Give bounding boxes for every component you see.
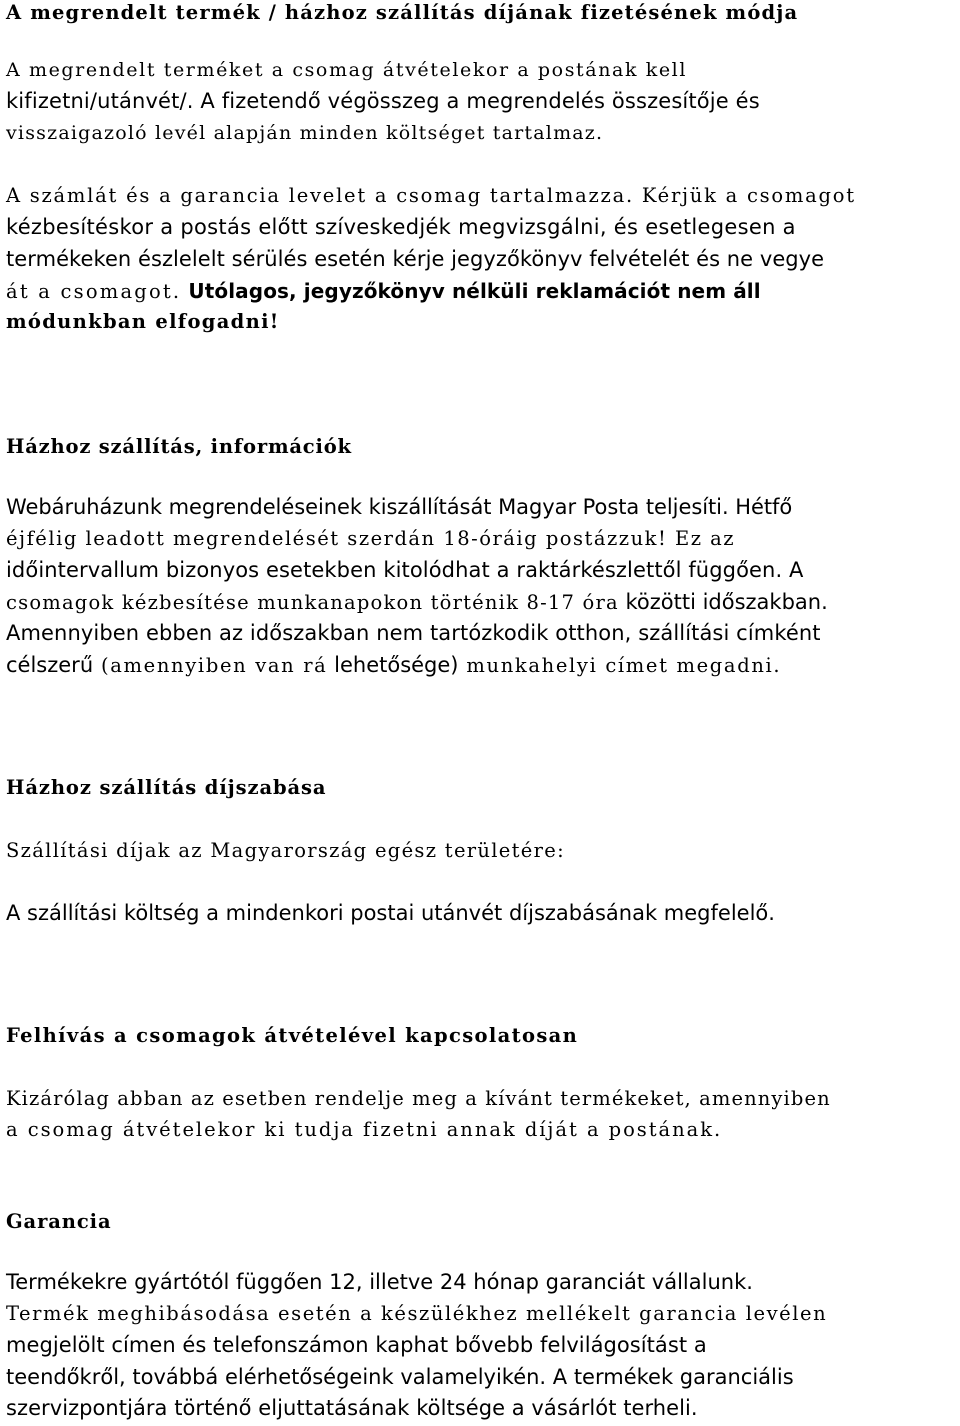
warranty-line1: Termékekre gyártótól függően 12, illetve 24 hónap garanciát vállalunk. bbox=[6, 1270, 753, 1294]
payment-p1-line2: kifizetni/utánvét/. A fizetendő végösszeg a megrendelés összesítője és bbox=[6, 89, 760, 113]
delivery-line6-b: (amennyiben van rá bbox=[93, 654, 328, 677]
payment-p2-line1 bbox=[6, 180, 856, 212]
delivery-heading: Házhoz szállítás, információk bbox=[6, 435, 352, 458]
delivery-line4-b: közötti időszakban. bbox=[618, 590, 828, 614]
notice-heading: Felhívás a csomagok átvételével kapcsolatosan bbox=[6, 1024, 579, 1047]
delivery-line3: időintervallum bizonyos esetekben kitolódhat a raktárkészlettől függően. A bbox=[6, 558, 804, 582]
delivery-line4 bbox=[6, 586, 828, 618]
delivery-line4-a: csomagok kézbesítése munkanapokon történik 8-17 óra bbox=[6, 591, 619, 614]
warranty-heading: Garancia bbox=[6, 1210, 112, 1233]
delivery-line1-b: Hétfő bbox=[728, 495, 793, 519]
warranty-line2: Termék meghibásodása esetén a készülékhez mellékelt garancia levélen bbox=[6, 1302, 828, 1325]
notice-line2: a csomag átvételekor ki tudja fizetni annak díját a postának. bbox=[6, 1118, 723, 1141]
pricing-text: A szállítási költség a mindenkori postai utánvét díjszabásának megfelelő. bbox=[6, 901, 775, 925]
delivery-line6-c: lehetősége) bbox=[327, 653, 459, 677]
delivery-line1 bbox=[6, 491, 792, 523]
delivery-line2-b: Ez az bbox=[667, 527, 736, 550]
warranty-line4: teendőkről, továbbá elérhetőségeink valamelyikén. A termékek garanciális bbox=[6, 1365, 794, 1389]
warranty-line3: megjelölt címen és telefonszámon kaphat bővebb felvilágosítást a bbox=[6, 1333, 707, 1357]
delivery-line1-a: Webáruházunk megrendeléseinek kiszállítását Magyar Posta teljesíti. bbox=[6, 495, 729, 519]
pricing-heading: Házhoz szállítás díjszabása bbox=[6, 776, 327, 799]
delivery-line2-a: éjfélig leadott megrendelését szerdán 18-óráig postázzuk! bbox=[6, 527, 668, 550]
payment-p2-line5: módunkban elfogadni! bbox=[6, 310, 280, 333]
payment-heading: A megrendelt termék / házhoz szállítás díjának fizetésének módja bbox=[6, 1, 799, 24]
delivery-line5: Amennyiben ebben az időszakban nem tartózkodik otthon, szállítási címként bbox=[6, 621, 821, 645]
payment-p2-line4-b: Utólagos, jegyzőkönyv nélküli reklamációt nem áll bbox=[181, 279, 761, 303]
payment-p2-line1-a: A számlát és a garancia levelet a csomag tartalmazza. bbox=[6, 184, 634, 207]
payment-p2-line4-a: át a csomagot. bbox=[6, 280, 182, 303]
delivery-line6-a: célszerű bbox=[6, 653, 94, 677]
notice-line1: Kizárólag abban az esetben rendelje meg a kívánt termékeket, amennyiben bbox=[6, 1087, 831, 1110]
payment-p1-line1: A megrendelt terméket a csomag átvételekor a postának kell bbox=[6, 59, 688, 81]
warranty-line5: szervizpontjára történő eljuttatásának költsége a vásárlót terheli. bbox=[6, 1396, 698, 1420]
payment-p1-line3: visszaigazoló levél alapján minden költséget tartalmaz. bbox=[6, 122, 604, 144]
delivery-line6 bbox=[6, 649, 781, 681]
payment-p2-line4 bbox=[6, 275, 761, 307]
delivery-line2 bbox=[6, 523, 735, 555]
delivery-line6-d: munkahelyi címet megadni. bbox=[458, 654, 782, 677]
pricing-subheading: Szállítási díjak az Magyarország egész területére: bbox=[6, 839, 565, 862]
payment-p2-line3: termékeken észlelelt sérülés esetén kérje jegyzőkönyv felvételét és ne vegye bbox=[6, 247, 825, 271]
payment-p2-line1-b: Kérjük a csomagot bbox=[633, 184, 856, 207]
payment-p2-line2: kézbesítéskor a postás előtt szíveskedjék megvizsgálni, és esetlegesen a bbox=[6, 215, 796, 239]
